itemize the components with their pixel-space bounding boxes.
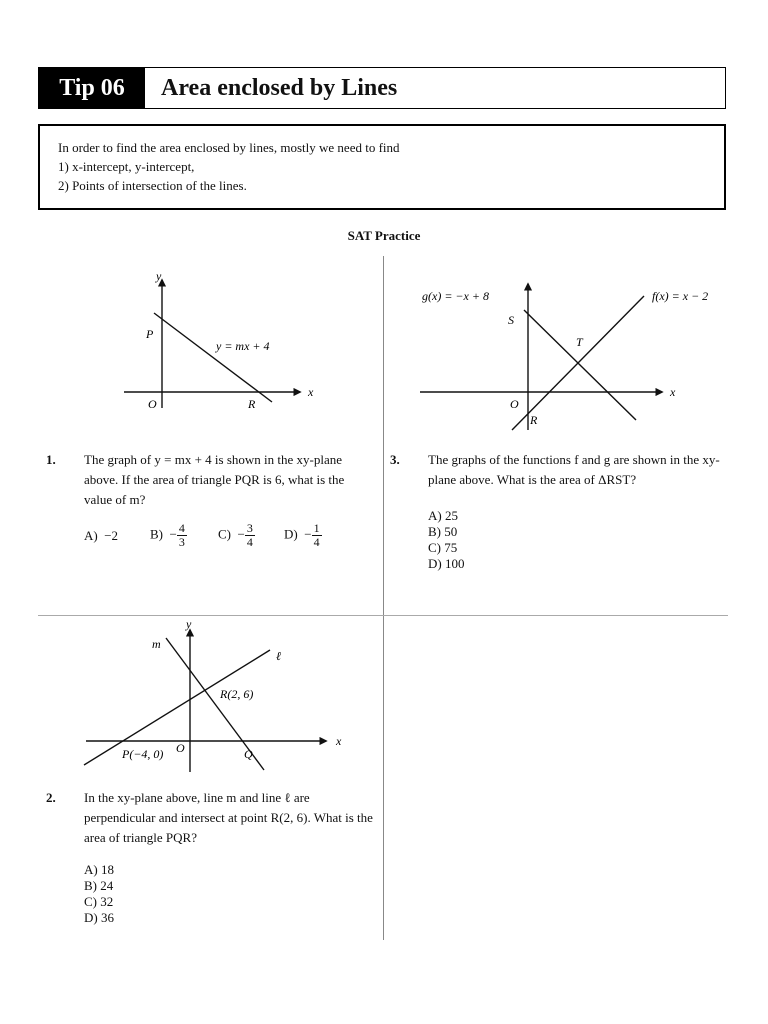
label-g: g(x) = −x + 8 (422, 289, 489, 303)
label-o: O (148, 397, 157, 411)
label-l: ℓ (276, 649, 281, 663)
question-3-text: The graphs of the functions f and g are shown in the xy-plane above. What is the area of ΔRST? (428, 452, 720, 487)
graph-q2 (80, 620, 360, 780)
q2-choice-d[interactable]: D) 36 (84, 910, 114, 925)
line-g (524, 310, 636, 420)
fraction: $\frac{4}{3}$ (178, 521, 185, 549)
question-1-number: 1. (46, 452, 56, 467)
label-f: f(x) = x − 2 (652, 289, 709, 303)
q2-choices (84, 862, 114, 926)
label-x: x (336, 734, 342, 748)
intro-line-3: 2) Points of intersection of the lines. (58, 178, 247, 193)
label-p: P (146, 327, 154, 341)
q1-choice-b[interactable]: B) − $\frac{4}{3}$ (150, 521, 185, 549)
question-2-number: 2. (46, 790, 56, 805)
question-3-number: 3. (390, 452, 400, 467)
label-o: O (176, 741, 185, 755)
intro-line-2: 1) x-intercept, y-intercept, (58, 159, 195, 174)
line-f (512, 296, 644, 430)
q1-choice-c[interactable]: C) − $\frac{3}{4}$ (218, 521, 253, 549)
label-y: y (156, 269, 162, 283)
label-y: y (186, 620, 192, 631)
q1-choice-d[interactable]: D) − $\frac{1}{4}$ (284, 521, 320, 549)
intro-box (38, 124, 726, 210)
label-q: Q (244, 747, 253, 761)
line-mx-plus-4 (154, 313, 272, 402)
q3-choices (428, 508, 464, 572)
fraction: $\frac{1}{4}$ (313, 521, 320, 549)
q2-choice-b[interactable]: B) 24 (84, 878, 114, 893)
graph-q1 (110, 268, 340, 418)
intro-line-1: In order to find the area enclosed by lines, mostly we need to find (58, 140, 400, 155)
section-title: SAT Practice (347, 228, 421, 243)
q3-choice-c[interactable]: C) 75 (428, 540, 458, 555)
q3-choice-a[interactable]: A) 25 (428, 508, 458, 523)
q1-choice-a[interactable]: A) −2 (84, 528, 119, 543)
label-r: R (530, 413, 538, 427)
row-divider (38, 615, 728, 616)
question-1-text: The graph of y = mx + 4 is shown in the xy-plane above. If the area of triangle PQR is 6, what is the value of m? (84, 452, 345, 507)
label-o: O (510, 397, 519, 411)
fraction: $\frac{3}{4}$ (246, 521, 253, 549)
label-r: R (248, 397, 256, 411)
q3-choice-b[interactable]: B) 50 (428, 524, 458, 539)
label-x: x (308, 385, 314, 399)
label-s: S (508, 313, 514, 327)
label-x: x (670, 385, 676, 399)
label-m: m (152, 637, 161, 651)
label-equation: y = mx + 4 (216, 339, 270, 353)
q2-choice-a[interactable]: A) 18 (84, 862, 114, 877)
tip-title: Area enclosed by Lines (161, 74, 398, 101)
question-2-text: In the xy-plane above, line m and line ℓ are perpendicular and intersect at point R(2, 6). What is the area of triangle PQR? (84, 790, 373, 845)
label-r: R(2, 6) (220, 687, 254, 701)
column-divider (383, 256, 384, 940)
q3-choice-d[interactable]: D) 100 (428, 556, 465, 571)
graph-q3 (412, 280, 712, 440)
q2-choice-c[interactable]: C) 32 (84, 894, 114, 909)
label-p: P(−4, 0) (122, 747, 164, 761)
label-t: T (576, 335, 583, 349)
tip-number: Tip 06 (39, 68, 145, 108)
tip-header (38, 67, 726, 109)
